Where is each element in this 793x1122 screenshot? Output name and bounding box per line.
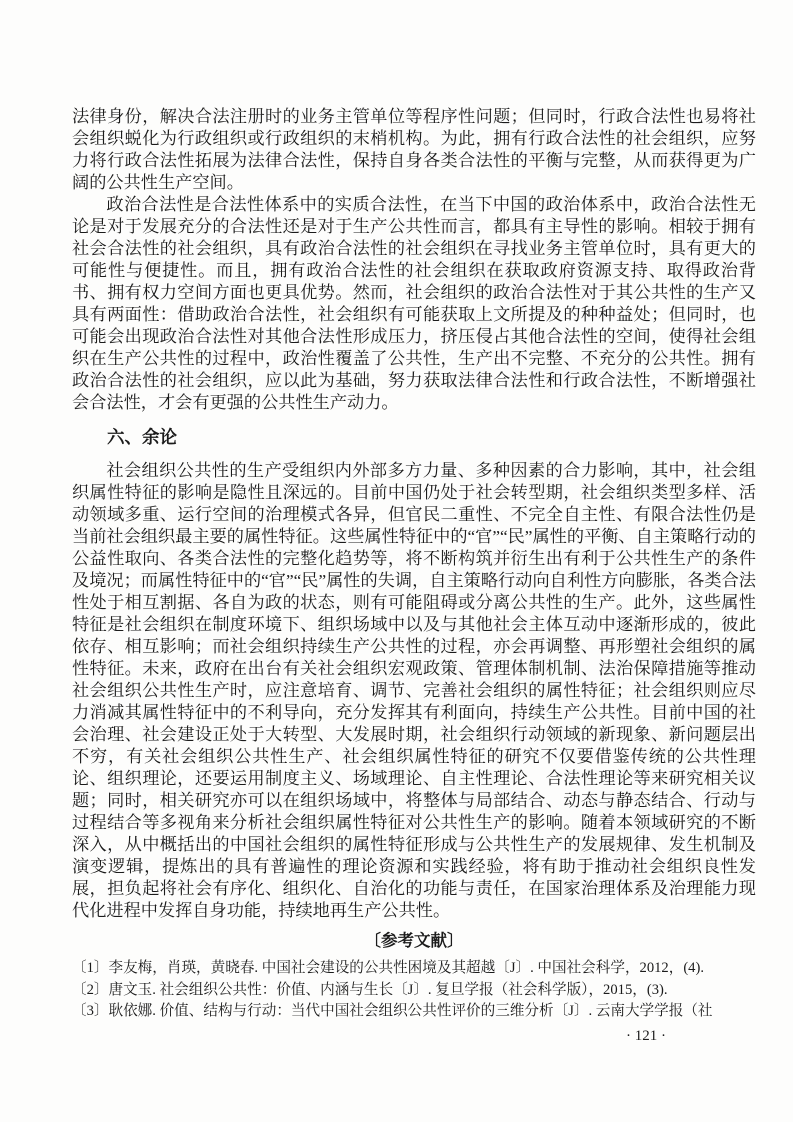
- reference-item-3: 〔3〕耿依娜. 价值、结构与行动：当代中国社会组织公共性评价的三维分析〔J〕. 云南大学学报（社: [72, 1003, 713, 1019]
- references-heading: 〔参考文献〕: [364, 931, 464, 950]
- page-number: · 121 ·: [626, 1027, 666, 1044]
- reference-item-2: 〔2〕唐文玉. 社会组织公共性：价值、内涵与生长〔J〕. 复旦学报（社会科学版），2015，(3).: [72, 981, 668, 998]
- paragraph-continuation: 法律身份，解决合法注册时的业务主管单位等程序性问题；但同时，行政合法性也易将社会组织蜕化为行政组织或行政组织的末梢机构。为此，拥有行政合法性的社会组织，应努力将行政合法性拓展为法律合法性，保持自身各类合法性的平衡与完整，从而获得更为广阔的公共性生产空间。: [72, 107, 756, 192]
- paragraph-political-legitimacy: 政治合法性是合法性体系中的实质合法性，在当下中国的政治体系中，政治合法性无论是对于发展充分的合法性还是对于生产公共性而言，都具有主导性的影响。相较于拥有社会合法性的社会组织，具有政治合法性的社会组织在寻找业务主管单位时，具有更大的可能性与便捷性。而且，拥有政治合法性的社会组织在获取政府资源支持、取得政治背书、拥有权力空间方面也更具优势。然而，社会组织的政治合法性对于其公共性的生产又具有两面性：借助政治合法性，社会组织有可能获取上文所提及的种种益处；但同时，也可能会出现政治合法性对其他合法性形成压力，挤压侵占其他合法性的空间，使得社会组织在生产公共性的过程中，政治性覆盖了公共性，生产出不完整、不充分的公共性。拥有政治合法性的社会组织，应以此为基础，努力获取法律合法性和行政合法性，不断增强社会合法性，才会有更强的公共性生产动力。: [72, 195, 756, 412]
- section-heading-conclusion: 六、余论: [107, 427, 177, 447]
- article-body: [72, 106, 756, 1047]
- reference-item-1: 〔1〕李友梅，肖瑛，黄晓春. 中国社会建设的公共性困境及其超越〔J〕. 中国社会科学，2012，(4).: [72, 960, 704, 976]
- paragraph-conclusion: 社会组织公共性的生产受组织内外部多方力量、多种因素的合力影响，其中，社会组织属性特征的影响是隐性且深远的。目前中国仍处于社会转型期，社会组织类型多样、活动领域多重、运行空间的治理模式各异，但官民二重性、不完全自主性、有限合法性仍是当前社会组织最主要的属性特征。这些属性特征中的“官”“民”属性的平衡、自主策略行动的公益性取向、各类合法性的完整化趋势等，将不断构筑并衍生出有利于公共性生产的条件及境况；而属性特征中的“官”“民”属性的失调，自主策略行动向自利性方向膨胀，各类合法性处于相互割据、各自为政的状态，则有可能阻碍或分离公共性的生产。此外，这些属性特征是社会组织在制度环境下、组织场域中以及与其他社会主体互动中逐渐形成的，彼此依存、相互影响；而社会组织持续生产公共性的过程，亦会再调整、再形塑社会组织的属性特征。未来，政府在出台有关社会组织宏观政策、管理体制机制、法治保障措施等推动社会组织公共性生产时，应注意培育、调节、完善社会组织的属性特征；社会组织则应尽力消减其属性特征中的不利导向，充分发挥其有利面向，持续生产公共性。目前中国的社会治理、社会建设正处于大转型、大发展时期，社会组织行动领域的新现象、新问题层出不穷，有关社会组织公共性生产、社会组织属性特征的研究不仅要借鉴传统的公共性理论、组织理论，还要运用制度主义、场域理论、自主性理论、合法性理论等来研究相关议题；同时，相关研究亦可以在组织场域中，将整体与局部结合、动态与静态结合、行动与过程结合等多视角来分析社会组织属性特征对公共性生产的影响。随着本领域研究的不断深入，从中概括出的中国社会组织的属性特征形成与公共性生产的发展规律、发生机制及演变逻辑，提炼出的具有普遍性的理论资源和实践经验，将有助于推动社会组织良性发展，担负起将社会有序化、组织化、自治化的功能与责任，在国家治理体系及治理能力现代化进程中发挥自身功能，持续地再生产公共性。: [72, 461, 756, 920]
